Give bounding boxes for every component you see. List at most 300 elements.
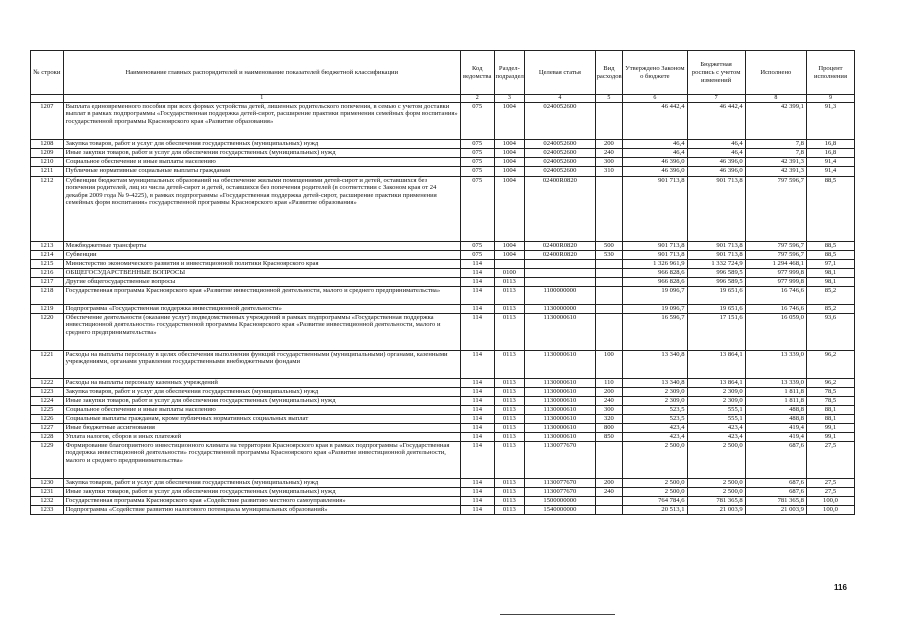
row-razdel: 0100 (494, 269, 525, 278)
row-budget-list: 423,4 (687, 424, 745, 433)
row-approved: 966 828,6 (623, 278, 687, 287)
row-budget-list: 2 500,0 (687, 488, 745, 497)
row-razdel: 0113 (494, 442, 525, 479)
row-executed: 7,8 (745, 140, 806, 149)
row-budget-list: 13 864,1 (687, 379, 745, 388)
row-ved-code: 075 (460, 177, 494, 242)
row-ved-code: 114 (460, 433, 494, 442)
row-ved-code: 075 (460, 167, 494, 177)
row-target-article: 02400R0820 (525, 242, 595, 251)
row-razdel: 0113 (494, 406, 525, 415)
row-percent: 100,0 (806, 497, 854, 506)
row-approved: 19 096,7 (623, 305, 687, 314)
row-approved: 2 309,0 (623, 388, 687, 397)
row-percent: 100,0 (806, 506, 854, 515)
row-target-article (525, 278, 595, 287)
row-percent: 91,3 (806, 103, 854, 140)
row-executed: 797 596,7 (745, 251, 806, 260)
row-executed: 1 294 468,1 (745, 260, 806, 269)
row-executed: 797 596,7 (745, 177, 806, 242)
row-approved: 19 096,7 (623, 287, 687, 305)
row-ved-code: 075 (460, 103, 494, 140)
row-budget-list: 13 864,1 (687, 351, 745, 379)
row-razdel: 0113 (494, 379, 525, 388)
row-budget-list: 21 003,9 (687, 506, 745, 515)
row-razdel (494, 260, 525, 269)
row-target-article: 1130000610 (525, 379, 595, 388)
row-razdel: 0113 (494, 488, 525, 497)
row-executed: 16 059,0 (745, 314, 806, 351)
row-target-article: 1130077670 (525, 479, 595, 488)
header-vid: Вид расходов (595, 51, 623, 95)
row-executed: 797 596,7 (745, 242, 806, 251)
row-razdel: 0113 (494, 287, 525, 305)
row-razdel: 0113 (494, 278, 525, 287)
col-number: 9 (806, 95, 854, 103)
row-executed: 977 999,8 (745, 278, 806, 287)
row-name: Субвенции бюджетам муниципальных образований на обеспечение жилыми помещениями детей-сирот и детей, оставшихся без попечения родителей, лиц из числа детей-сирот и детей, оставшихся без попечения родителей (в соответствии с Законом края от 24 декабря 2009 года № 9-4225), в рамках подпрограммы «Государственная поддержка детей-сирот, расширение практики применения семейных форм воспитания» государственной программы Красноярского края «Развитие образования» (63, 177, 460, 242)
row-expense-type (595, 305, 623, 314)
row-target-article: 1130000610 (525, 388, 595, 397)
table-row (31, 260, 855, 269)
table-header-row (31, 51, 855, 95)
row-razdel: 0113 (494, 497, 525, 506)
row-name: Межбюджетные трансферты (63, 242, 460, 251)
row-number: 1223 (31, 388, 64, 397)
row-percent: 85,2 (806, 287, 854, 305)
row-number: 1233 (31, 506, 64, 515)
row-budget-list: 781 365,8 (687, 497, 745, 506)
row-expense-type: 200 (595, 388, 623, 397)
row-ved-code: 114 (460, 424, 494, 433)
row-percent: 96,2 (806, 351, 854, 379)
row-approved: 46,4 (623, 149, 687, 158)
row-target-article: 1130000610 (525, 314, 595, 351)
row-razdel: 1004 (494, 103, 525, 140)
row-expense-type (595, 103, 623, 140)
row-expense-type (595, 314, 623, 351)
row-number: 1214 (31, 251, 64, 260)
row-executed: 7,8 (745, 149, 806, 158)
row-target-article: 1130000610 (525, 424, 595, 433)
row-number: 1210 (31, 158, 64, 167)
row-target-article: 1130000610 (525, 397, 595, 406)
row-name: Выплата единовременного пособия при всех формах устройства детей, лишенных родительского попечения, в семью с учетом доставки выплат в рамках подпрограммы «Государственная поддержка детей-сирот, расширение практики применения семейных форм воспитания» государственной программы Красноярского края «Развитие образования» (63, 103, 460, 140)
row-approved: 423,4 (623, 424, 687, 433)
row-razdel: 1004 (494, 177, 525, 242)
row-budget-list: 2 500,0 (687, 442, 745, 479)
row-budget-list: 2 500,0 (687, 479, 745, 488)
row-number: 1209 (31, 149, 64, 158)
row-budget-list: 46 396,0 (687, 158, 745, 167)
row-executed: 781 365,8 (745, 497, 806, 506)
row-approved: 46 396,0 (623, 167, 687, 177)
row-target-article: 1130000000 (525, 305, 595, 314)
row-name: Расходы на выплаты персоналу казенных учреждений (63, 379, 460, 388)
table-row (31, 488, 855, 497)
header-razdel: Раздел-подраздел (494, 51, 525, 95)
row-name: Расходы на выплаты персоналу в целях обеспечения выполнения функций государственными (муниципальными) органами, казенными учреждениями, органами управления государственными внебюджетными фондами (63, 351, 460, 379)
row-target-article: 1500000000 (525, 497, 595, 506)
row-approved: 901 713,8 (623, 242, 687, 251)
row-budget-list: 555,1 (687, 415, 745, 424)
row-approved: 2 309,0 (623, 397, 687, 406)
row-expense-type (595, 287, 623, 305)
row-approved: 46 396,0 (623, 158, 687, 167)
page-number: 116 (834, 583, 847, 592)
table-row (31, 397, 855, 406)
row-target-article: 1540000000 (525, 506, 595, 515)
row-name: Иные закупки товаров, работ и услуг для обеспечения государственных (муниципальных) нужд (63, 149, 460, 158)
table-row (31, 287, 855, 305)
row-ved-code: 114 (460, 497, 494, 506)
row-razdel: 1004 (494, 140, 525, 149)
row-name: Социальные выплаты гражданам, кроме публичных нормативных социальных выплат (63, 415, 460, 424)
row-expense-type: 100 (595, 351, 623, 379)
row-number: 1230 (31, 479, 64, 488)
row-percent: 88,5 (806, 177, 854, 242)
row-executed: 16 746,6 (745, 287, 806, 305)
row-number: 1227 (31, 424, 64, 433)
row-razdel: 0113 (494, 433, 525, 442)
row-percent: 91,4 (806, 167, 854, 177)
row-percent: 27,5 (806, 442, 854, 479)
row-number: 1222 (31, 379, 64, 388)
row-approved: 523,5 (623, 406, 687, 415)
row-ved-code: 114 (460, 260, 494, 269)
table-row (31, 251, 855, 260)
row-name: Обеспечение деятельности (оказание услуг) подведомственных учреждений в рамках подпрограммы «Государственная поддержка инвестиционной деятельности» государственной программы Красноярского края «Развитие инвестиционной деятельности, малого и среднего предпринимательства» (63, 314, 460, 351)
row-number: 1228 (31, 433, 64, 442)
table-row (31, 242, 855, 251)
footer-line (500, 614, 615, 615)
row-ved-code: 114 (460, 269, 494, 278)
row-ved-code: 114 (460, 379, 494, 388)
row-expense-type (595, 497, 623, 506)
row-budget-list: 2 309,0 (687, 388, 745, 397)
row-percent: 16,8 (806, 149, 854, 158)
table-row (31, 314, 855, 351)
col-number: 1 (63, 95, 460, 103)
row-name: Подпрограмма «Государственная поддержка инвестиционной деятельности» (63, 305, 460, 314)
row-target-article: 02400R0820 (525, 177, 595, 242)
row-target-article: 1130000610 (525, 406, 595, 415)
row-budget-list: 1 332 724,9 (687, 260, 745, 269)
row-percent: 88,1 (806, 415, 854, 424)
table-body (31, 103, 855, 515)
row-approved: 13 340,8 (623, 379, 687, 388)
row-ved-code: 114 (460, 305, 494, 314)
row-target-article: 1100000000 (525, 287, 595, 305)
row-ved-code: 075 (460, 140, 494, 149)
row-executed: 687,6 (745, 479, 806, 488)
row-approved: 16 596,7 (623, 314, 687, 351)
row-name: Иные бюджетные ассигнования (63, 424, 460, 433)
col-number: 8 (745, 95, 806, 103)
row-budget-list: 996 589,5 (687, 278, 745, 287)
row-ved-code: 114 (460, 506, 494, 515)
row-number: 1226 (31, 415, 64, 424)
row-ved-code: 114 (460, 287, 494, 305)
row-percent: 98,1 (806, 269, 854, 278)
row-budget-list: 46 442,4 (687, 103, 745, 140)
row-approved: 901 713,8 (623, 177, 687, 242)
row-expense-type: 500 (595, 242, 623, 251)
row-percent: 78,5 (806, 388, 854, 397)
row-executed: 1 811,8 (745, 388, 806, 397)
row-ved-code: 075 (460, 251, 494, 260)
table-row (31, 103, 855, 140)
row-approved: 966 828,6 (623, 269, 687, 278)
row-approved: 46,4 (623, 140, 687, 149)
table-row (31, 167, 855, 177)
row-percent: 27,5 (806, 488, 854, 497)
row-number: 1216 (31, 269, 64, 278)
row-budget-list: 17 151,6 (687, 314, 745, 351)
row-expense-type (595, 506, 623, 515)
table-row (31, 442, 855, 479)
row-name: Другие общегосударственные вопросы (63, 278, 460, 287)
budget-table (30, 50, 855, 515)
row-razdel: 0113 (494, 388, 525, 397)
row-number: 1225 (31, 406, 64, 415)
row-budget-list: 901 713,8 (687, 251, 745, 260)
row-razdel: 0113 (494, 424, 525, 433)
row-expense-type: 310 (595, 167, 623, 177)
table-row (31, 424, 855, 433)
row-percent: 88,1 (806, 406, 854, 415)
row-percent: 99,1 (806, 433, 854, 442)
row-executed: 21 003,9 (745, 506, 806, 515)
row-executed: 419,4 (745, 424, 806, 433)
row-expense-type (595, 260, 623, 269)
row-name: Государственная программа Красноярского края «Развитие инвестиционной деятельности, малого и среднего предпринимательства» (63, 287, 460, 305)
row-budget-list: 996 589,5 (687, 269, 745, 278)
row-razdel: 1004 (494, 242, 525, 251)
row-budget-list: 2 309,0 (687, 397, 745, 406)
row-number: 1217 (31, 278, 64, 287)
row-expense-type: 240 (595, 397, 623, 406)
row-ved-code: 114 (460, 397, 494, 406)
table-row (31, 479, 855, 488)
row-razdel: 0113 (494, 351, 525, 379)
row-executed: 42 391,3 (745, 158, 806, 167)
row-target-article: 1130077670 (525, 442, 595, 479)
row-ved-code: 075 (460, 158, 494, 167)
row-executed: 977 999,8 (745, 269, 806, 278)
row-ved-code: 114 (460, 406, 494, 415)
row-executed: 42 399,1 (745, 103, 806, 140)
table-row (31, 278, 855, 287)
row-target-article (525, 269, 595, 278)
row-executed: 1 811,8 (745, 397, 806, 406)
row-percent: 27,5 (806, 479, 854, 488)
row-percent: 91,4 (806, 158, 854, 167)
table-row (31, 158, 855, 167)
row-name: Публичные нормативные социальные выплаты гражданам (63, 167, 460, 177)
row-approved: 2 500,0 (623, 488, 687, 497)
row-name: Социальное обеспечение и иные выплаты населению (63, 158, 460, 167)
col-number: 7 (687, 95, 745, 103)
row-number: 1218 (31, 287, 64, 305)
table-row (31, 415, 855, 424)
row-expense-type (595, 269, 623, 278)
row-ved-code: 114 (460, 415, 494, 424)
row-approved: 423,4 (623, 433, 687, 442)
row-expense-type: 240 (595, 149, 623, 158)
header-bud: Бюджетная роспись с учетом изменений (687, 51, 745, 95)
row-executed: 13 339,0 (745, 379, 806, 388)
row-number: 1231 (31, 488, 64, 497)
header-isp: Исполнено (745, 51, 806, 95)
row-budget-list: 19 651,6 (687, 287, 745, 305)
row-name: Закупка товаров, работ и услуг для обеспечения государственных (муниципальных) нужд (63, 388, 460, 397)
row-number: 1212 (31, 177, 64, 242)
header-ved: Код ведомства (460, 51, 494, 95)
row-name: Иные закупки товаров, работ и услуг для обеспечения государственных (муниципальных) нужд (63, 397, 460, 406)
row-expense-type: 850 (595, 433, 623, 442)
row-budget-list: 423,4 (687, 433, 745, 442)
table-row (31, 305, 855, 314)
row-ved-code: 114 (460, 278, 494, 287)
row-expense-type: 300 (595, 406, 623, 415)
row-expense-type: 240 (595, 488, 623, 497)
row-target-article: 0240052600 (525, 103, 595, 140)
table-row (31, 149, 855, 158)
row-budget-list: 555,1 (687, 406, 745, 415)
row-percent: 97,1 (806, 260, 854, 269)
row-number: 1224 (31, 397, 64, 406)
row-razdel: 0113 (494, 415, 525, 424)
row-percent: 85,2 (806, 305, 854, 314)
row-target-article: 0240052600 (525, 149, 595, 158)
row-ved-code: 114 (460, 351, 494, 379)
row-percent: 98,1 (806, 278, 854, 287)
row-budget-list: 46,4 (687, 149, 745, 158)
row-razdel: 0113 (494, 397, 525, 406)
row-name: Социальное обеспечение и иные выплаты населению (63, 406, 460, 415)
row-number: 1229 (31, 442, 64, 479)
row-expense-type: 800 (595, 424, 623, 433)
col-number: 2 (460, 95, 494, 103)
row-percent: 93,6 (806, 314, 854, 351)
row-number: 1213 (31, 242, 64, 251)
row-ved-code: 075 (460, 242, 494, 251)
row-approved: 2 500,0 (623, 442, 687, 479)
header-celevaya: Целевая статья (525, 51, 595, 95)
header-name: Наименование главных распорядителей и наименование показателей бюджетной классификации (63, 51, 460, 95)
table-row (31, 433, 855, 442)
row-executed: 687,6 (745, 442, 806, 479)
row-razdel: 1004 (494, 167, 525, 177)
row-percent: 78,5 (806, 397, 854, 406)
row-name: Министерство экономического развития и инвестиционной политики Красноярского края (63, 260, 460, 269)
row-ved-code: 114 (460, 488, 494, 497)
row-percent: 16,8 (806, 140, 854, 149)
row-target-article: 1130000610 (525, 351, 595, 379)
row-approved: 1 326 961,9 (623, 260, 687, 269)
row-razdel: 0113 (494, 305, 525, 314)
row-percent: 88,5 (806, 251, 854, 260)
row-approved: 20 513,1 (623, 506, 687, 515)
row-name: Иные закупки товаров, работ и услуг для обеспечения государственных (муниципальных) нужд (63, 488, 460, 497)
row-name: Формирование благоприятного инвестиционного климата на территории Красноярского края в рамках подпрограммы «Государственная поддержка инвестиционной деятельности» государственной программы Красноярского края «Развитие инвестиционной деятельности, малого и среднего предпринимательства» (63, 442, 460, 479)
row-razdel: 1004 (494, 158, 525, 167)
row-target-article (525, 260, 595, 269)
col-number: 6 (623, 95, 687, 103)
row-number: 1219 (31, 305, 64, 314)
header-num: № строки (31, 51, 64, 95)
table-row (31, 497, 855, 506)
row-ved-code: 114 (460, 479, 494, 488)
row-name: Подпрограмма «Содействие развитию налогового потенциала муниципальных образований» (63, 506, 460, 515)
row-approved: 2 500,0 (623, 479, 687, 488)
table-row (31, 388, 855, 397)
row-razdel: 1004 (494, 149, 525, 158)
row-razdel: 0113 (494, 479, 525, 488)
row-name: Закупка товаров, работ и услуг для обеспечения государственных (муниципальных) нужд (63, 140, 460, 149)
row-ved-code: 075 (460, 149, 494, 158)
table-row (31, 506, 855, 515)
row-expense-type: 200 (595, 140, 623, 149)
row-expense-type: 320 (595, 415, 623, 424)
table-row (31, 269, 855, 278)
row-target-article: 1130000610 (525, 415, 595, 424)
table-row (31, 406, 855, 415)
row-executed: 13 339,0 (745, 351, 806, 379)
row-approved: 901 713,8 (623, 251, 687, 260)
row-executed: 42 391,3 (745, 167, 806, 177)
row-executed: 419,4 (745, 433, 806, 442)
row-number: 1215 (31, 260, 64, 269)
row-number: 1211 (31, 167, 64, 177)
row-executed: 488,8 (745, 406, 806, 415)
row-number: 1220 (31, 314, 64, 351)
row-razdel: 0113 (494, 314, 525, 351)
row-target-article: 1130077670 (525, 488, 595, 497)
col-number: 4 (525, 95, 595, 103)
row-budget-list: 46 396,0 (687, 167, 745, 177)
row-budget-list: 901 713,8 (687, 242, 745, 251)
row-razdel: 0113 (494, 506, 525, 515)
row-name: Государственная программа Красноярского края «Содействие развитию местного самоуправления» (63, 497, 460, 506)
row-target-article: 0240052600 (525, 158, 595, 167)
row-budget-list: 19 651,6 (687, 305, 745, 314)
row-approved: 46 442,4 (623, 103, 687, 140)
row-approved: 13 340,8 (623, 351, 687, 379)
row-expense-type: 530 (595, 251, 623, 260)
row-executed: 687,6 (745, 488, 806, 497)
row-name: Закупка товаров, работ и услуг для обеспечения государственных (муниципальных) нужд (63, 479, 460, 488)
row-target-article: 0240052600 (525, 140, 595, 149)
table-row (31, 351, 855, 379)
table-row (31, 140, 855, 149)
row-ved-code: 114 (460, 388, 494, 397)
row-number: 1208 (31, 140, 64, 149)
row-percent: 96,2 (806, 379, 854, 388)
row-approved: 523,5 (623, 415, 687, 424)
row-expense-type (595, 177, 623, 242)
row-number: 1221 (31, 351, 64, 379)
row-expense-type: 200 (595, 479, 623, 488)
row-target-article: 1130000610 (525, 433, 595, 442)
col-number: 5 (595, 95, 623, 103)
row-name: Уплата налогов, сборов и иных платежей (63, 433, 460, 442)
row-name: ОБЩЕГОСУДАРСТВЕННЫЕ ВОПРОСЫ (63, 269, 460, 278)
header-pct: Процент исполнения (806, 51, 854, 95)
row-expense-type: 110 (595, 379, 623, 388)
row-target-article: 02400R0820 (525, 251, 595, 260)
